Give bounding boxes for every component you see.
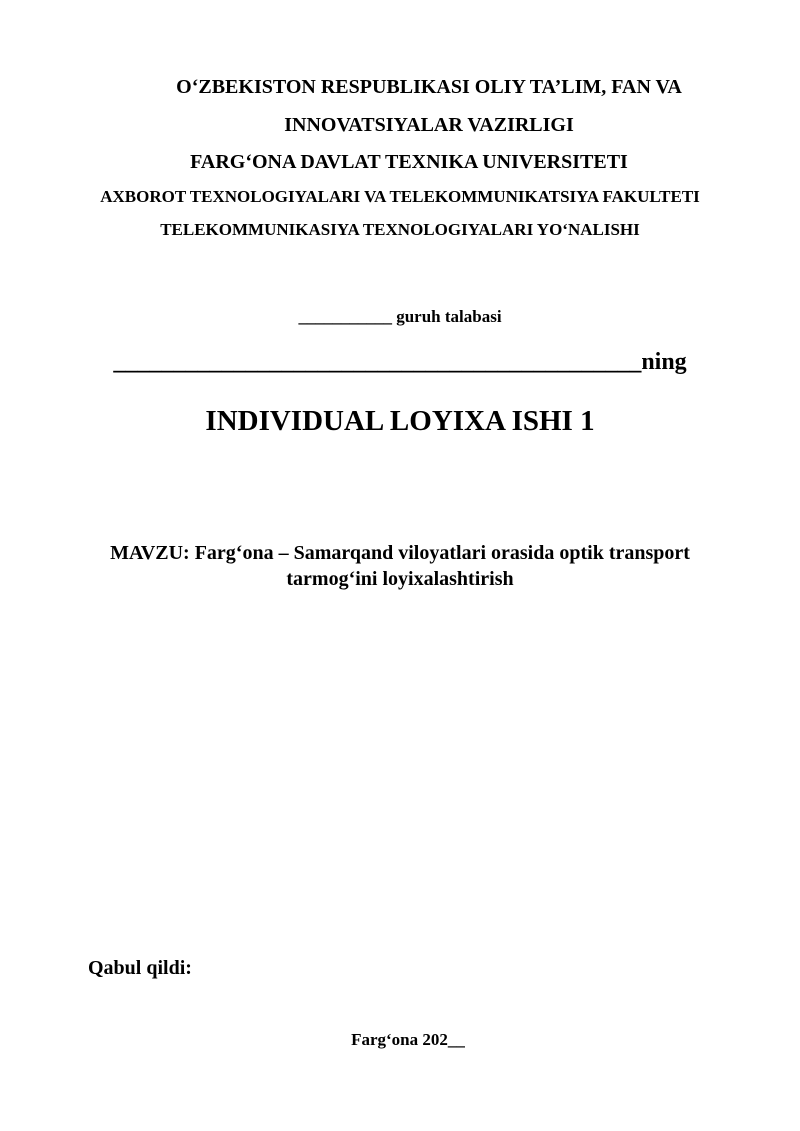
ministry-line-1: O‘ZBEKISTON RESPUBLIKASI OLIY TA’LIM, FAN VA [176, 76, 682, 98]
topic-line-1: MAVZU: Farg‘ona – Samarqand viloyatlari orasida optik transport [110, 542, 690, 564]
document-title: INDIVIDUAL LOYIXA ISHI 1 [205, 405, 595, 437]
student-name-line: ____________________________________________ning [113, 349, 687, 375]
ministry-line-2: INNOVATSIYALAR VAZIRLIGI [284, 114, 574, 136]
faculty-name: AXBOROT TEXNOLOGIYALARI VA TELEKOMMUNIKATSIYA FAKULTETI [100, 187, 700, 206]
group-student-line: ___________ guruh talabasi [298, 307, 502, 326]
university-name: FARG‘ONA DAVLAT TEXNIKA UNIVERSITETI [190, 151, 628, 173]
direction-name: TELEKOMMUNIKASIYA TEXNOLOGIYALARI YO‘NALISHI [160, 220, 640, 239]
city-year: Farg‘ona 202__ [351, 1030, 465, 1049]
accepted-by-label: Qabul qildi: [88, 957, 192, 979]
topic-line-2: tarmog‘ini loyixalashtirish [286, 568, 514, 590]
